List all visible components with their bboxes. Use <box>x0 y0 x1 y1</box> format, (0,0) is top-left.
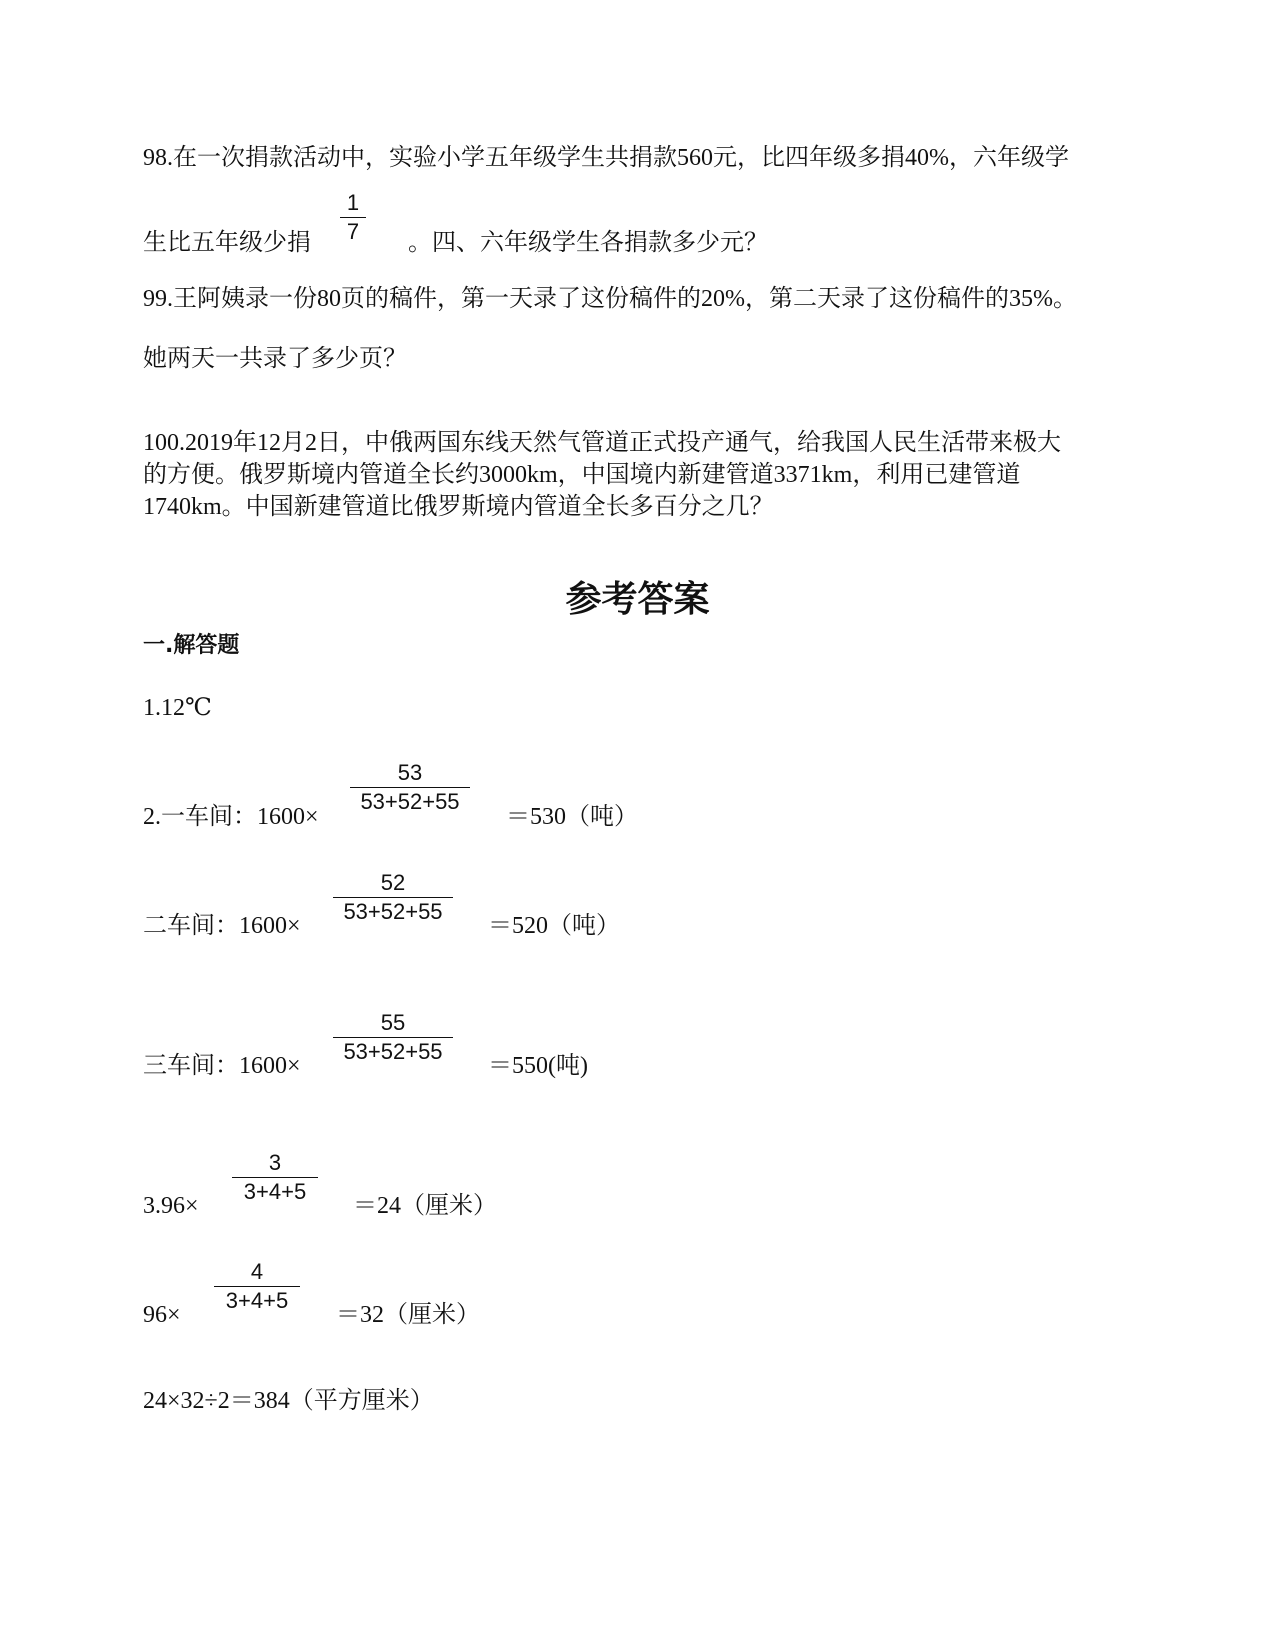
fraction-numerator: 55 <box>380 1010 406 1035</box>
q99-line2: 她两天一共录了多少页？ <box>143 346 407 372</box>
q98-fraction-numerator: 1 <box>346 190 360 215</box>
answer-3-prefix: 3.96× <box>143 1193 199 1219</box>
answer-2-prefix: 2.一车间：1600× <box>143 804 319 830</box>
answer-2c-result: ＝550(吨) <box>488 1053 588 1079</box>
q100-line2: 的方便。俄罗斯境内管道全长约3000km，中国境内新建管道3371km，利用已建管道 <box>143 462 1021 488</box>
answer-3b-result: ＝32（厘米） <box>336 1302 480 1328</box>
answer-3c: 24×32÷2＝384（平方厘米） <box>143 1388 434 1414</box>
fraction-denominator: 53+52+55 <box>350 787 470 815</box>
q98-fraction-denominator: 7 <box>340 217 366 245</box>
fraction-denominator: 53+52+55 <box>333 897 453 925</box>
q100-line1: 100.2019年12月2日，中俄两国东线天然气管道正式投产通气，给我国人民生活带来极大 <box>143 430 1061 456</box>
q98-line2a: 生比五年级少捐 <box>143 230 311 256</box>
answer-2b-fraction <box>333 870 453 925</box>
answer-3b-prefix: 96× <box>143 1302 181 1328</box>
fraction-denominator: 3+4+5 <box>232 1177 318 1205</box>
answer-2c-fraction <box>333 1010 453 1065</box>
fraction-numerator: 52 <box>380 870 406 895</box>
answer-3-result: ＝24（厘米） <box>353 1193 497 1219</box>
answer-3-fraction <box>232 1150 318 1205</box>
q99-line1: 99.王阿姨录一份80页的稿件，第一天录了这份稿件的20%，第二天录了这份稿件的35%。 <box>143 286 1077 312</box>
q98-line1: 98.在一次捐款活动中，实验小学五年级学生共捐款560元，比四年级多捐40%，六年级学 <box>143 145 1069 171</box>
q100-line3: 1740km。中国新建管道比俄罗斯境内管道全长多百分之几？ <box>143 494 774 520</box>
answer-2b-prefix: 二车间：1600× <box>143 913 301 939</box>
q98-line2b: 。四、六年级学生各捐款多少元？ <box>408 230 768 256</box>
answer-3b-fraction <box>214 1259 300 1314</box>
answer-2b-result: ＝520（吨） <box>488 913 620 939</box>
answer-2-result: ＝530（吨） <box>506 804 638 830</box>
fraction-numerator: 4 <box>250 1259 264 1284</box>
answer-1: 1.12℃ <box>143 695 212 721</box>
q98-fraction <box>340 190 366 245</box>
answers-title: 参考答案 <box>565 579 710 620</box>
fraction-numerator: 3 <box>268 1150 282 1175</box>
answer-2c-prefix: 三车间：1600× <box>143 1053 301 1079</box>
fraction-numerator: 53 <box>397 760 423 785</box>
answer-2-fraction <box>350 760 470 815</box>
fraction-denominator: 3+4+5 <box>214 1286 300 1314</box>
section-heading: 一.解答题 <box>143 633 240 658</box>
fraction-denominator: 53+52+55 <box>333 1037 453 1065</box>
